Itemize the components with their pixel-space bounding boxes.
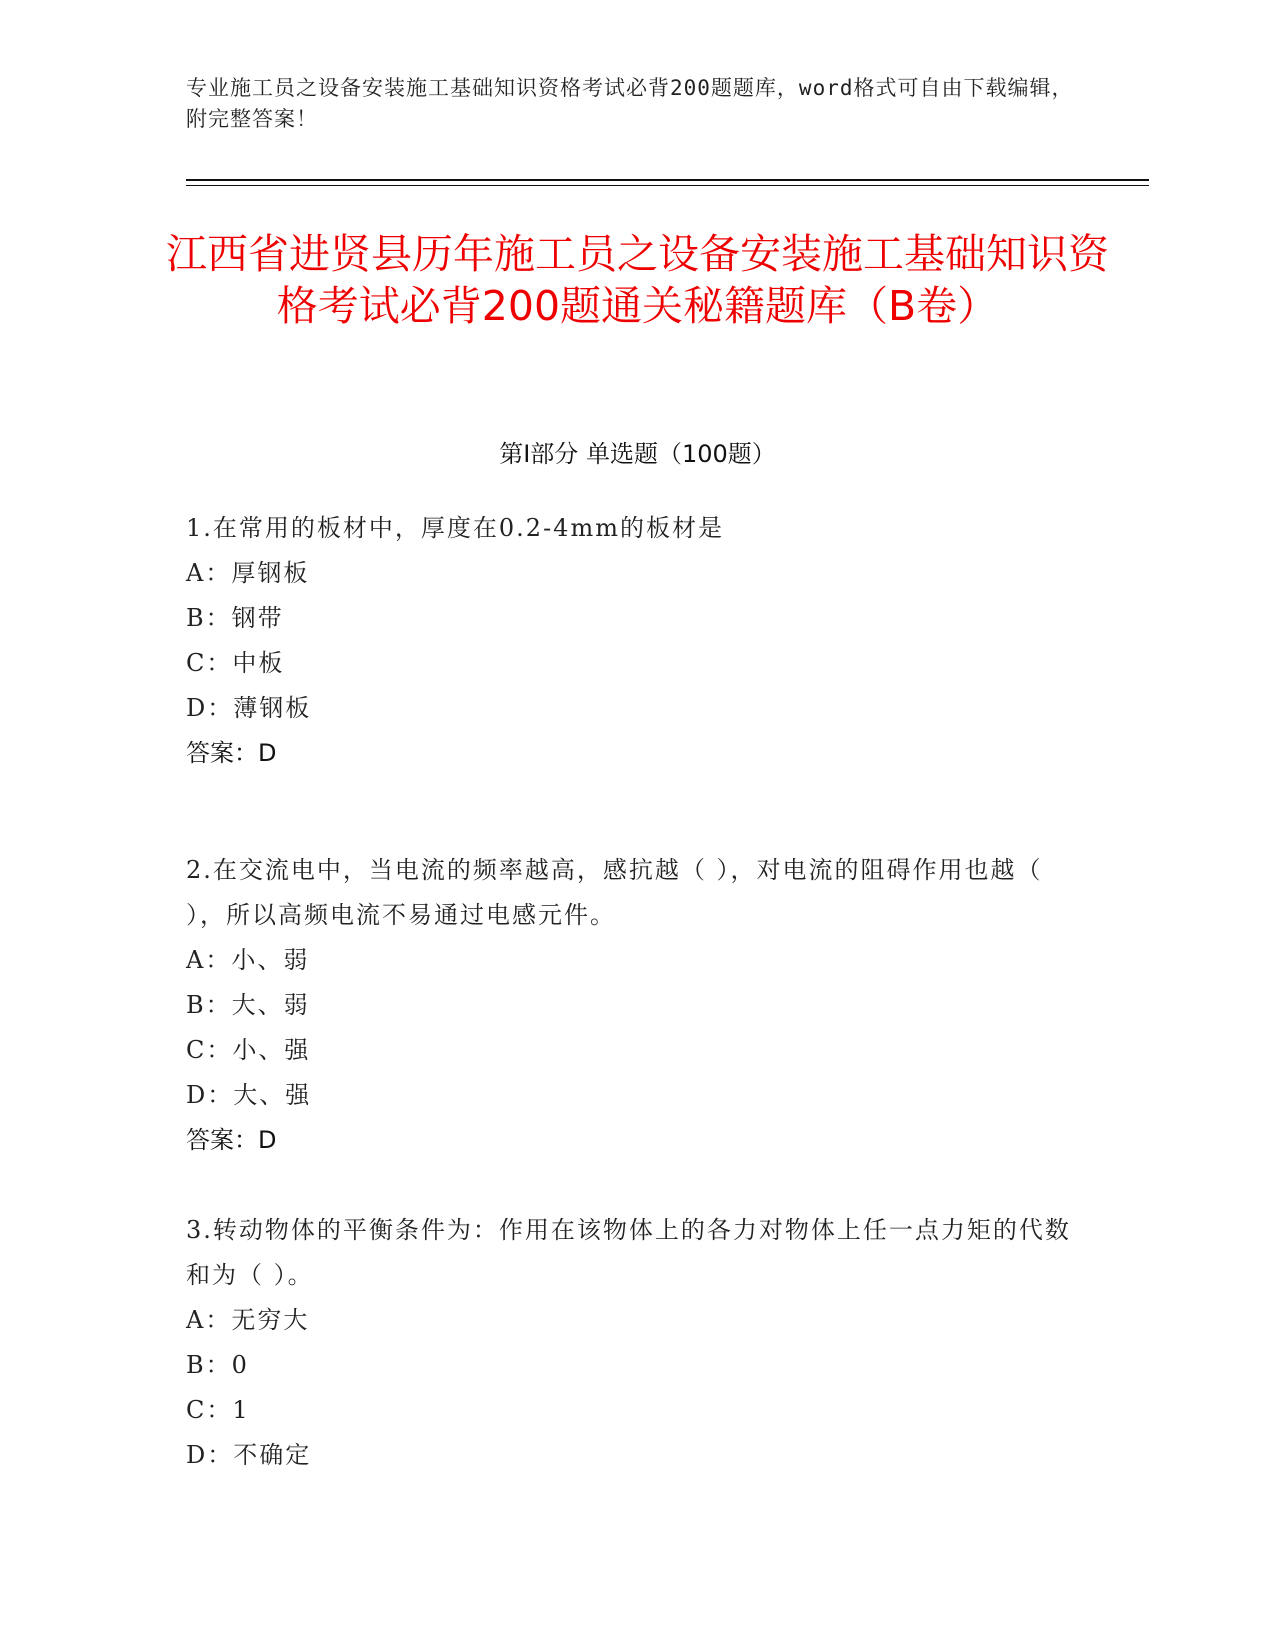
question-stem: 3.转动物体的平衡条件为：作用在该物体上的各力对物体上任一点力矩的代数和为（ ）。: [186, 1216, 1071, 1289]
answer: 答案：D: [186, 1126, 277, 1154]
section-heading: 第I部分 单选题（100题）: [499, 440, 776, 468]
option-a: A：小、弱: [186, 946, 310, 974]
option-c: C：中板: [186, 649, 285, 677]
header-note: 专业施工员之设备安装施工基础知识资格考试必背200题题库，word格式可自由下载编辑，附完整答案！: [186, 76, 1074, 131]
option-b: B：0: [186, 1351, 249, 1379]
option-b: B：钢带: [186, 604, 284, 632]
option-c: C：小、强: [186, 1036, 311, 1064]
answer: 答案：D: [186, 739, 277, 767]
option-b: B：大、弱: [186, 991, 310, 1019]
option-d: D：大、强: [186, 1081, 312, 1109]
question-stem: 2.在交流电中，当电流的频率越高，感抗越（ ），对电流的阻碍作用也越（ ），所以高频电流不易通过电感元件。: [186, 856, 1043, 929]
header-rule-thin: [186, 185, 1149, 186]
option-a: A：无穷大: [186, 1306, 310, 1334]
question-3: [186, 1208, 1086, 1478]
option-d: D：薄钢板: [186, 694, 312, 722]
header-rule-thick: [186, 179, 1149, 181]
document-title: 江西省进贤县历年施工员之设备安装施工基础知识资格考试必背200题通关秘籍题库（B卷）: [166, 230, 1109, 330]
question-stem: 1.在常用的板材中，厚度在0.2-4mm的板材是: [186, 514, 724, 542]
option-c: C：1: [186, 1396, 250, 1424]
question-1: [186, 506, 1086, 776]
option-d: D：不确定: [186, 1441, 312, 1469]
question-2: [186, 848, 1086, 1163]
option-a: A：厚钢板: [186, 559, 310, 587]
